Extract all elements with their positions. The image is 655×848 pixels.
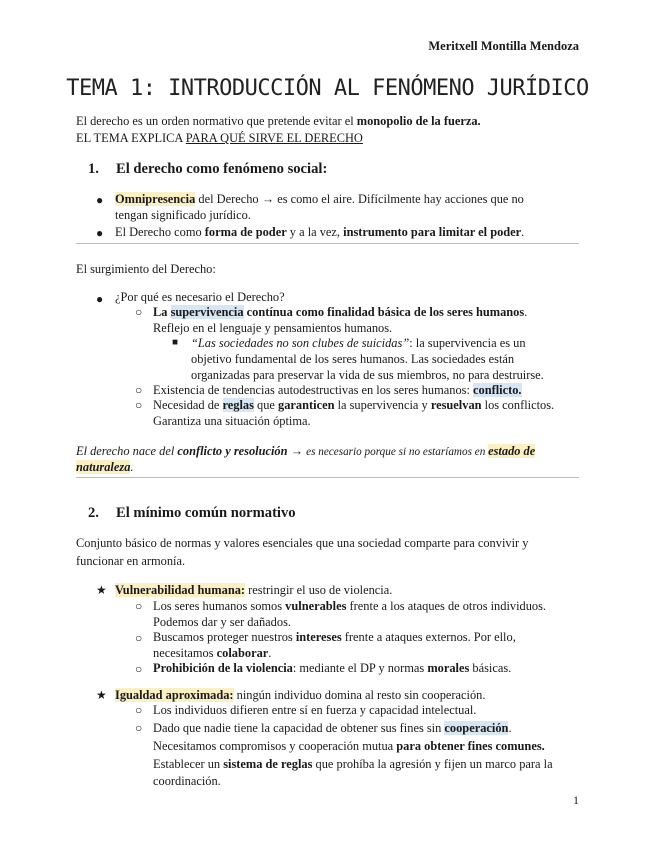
section-2-intro-cont: funcionar en armonía. xyxy=(76,554,186,568)
sub-cooperacion xyxy=(153,721,579,737)
highlight: Igualdad aproximada: xyxy=(115,688,234,702)
bold: resuelvan xyxy=(430,398,482,412)
bullet-circle: ○ xyxy=(135,703,143,717)
bold: para obtener fines comunes. xyxy=(396,739,545,753)
sub-conflicto xyxy=(153,383,579,399)
bold: vulnerables xyxy=(285,599,347,613)
sub-supervivencia xyxy=(153,305,579,321)
bullet-circle: ○ xyxy=(135,398,143,412)
text: y a la vez, xyxy=(286,225,344,239)
text: frente a ataques externos. Por ello, xyxy=(341,630,516,644)
text: frente a los ataques de otros individuos. xyxy=(346,599,547,613)
quote-line-3: organizadas para preservar la vida de sus miembros, no para destruirse. xyxy=(191,368,544,382)
bullet-dot: ● xyxy=(96,292,104,306)
bullet-dot: ● xyxy=(96,193,104,207)
sub-vulnerables-cont: Podemos dar y ser dañados. xyxy=(153,615,291,629)
section-1-heading xyxy=(76,162,579,178)
intro-line-2 xyxy=(76,131,579,147)
bullet-omnipresencia-cont xyxy=(115,208,579,224)
sub-difieren: Los individuos difieren entre sí en fuerza y capacidad intelectual. xyxy=(153,703,477,717)
section-title: El mínimo común normativo xyxy=(116,505,296,521)
text: básicas. xyxy=(469,661,512,675)
section-number: 1. xyxy=(88,161,99,177)
intro-bold: monopolio de la fuerza. xyxy=(356,114,481,128)
page-title: TEMA 1: INTRODUCCIÓN AL FENÓMENO JURÍDICO xyxy=(66,76,589,101)
bold: sistema de reglas xyxy=(223,757,313,771)
bold: morales xyxy=(427,661,470,675)
text: es necesario porque si no estaríamos en xyxy=(306,446,489,458)
text: . xyxy=(521,225,525,239)
bold: La xyxy=(153,305,171,319)
question: ¿Por qué es necesario el Derecho? xyxy=(115,290,285,304)
highlight: conflicto. xyxy=(473,383,522,397)
text: . xyxy=(508,721,512,735)
bold: conflicto y resolución xyxy=(177,444,288,458)
text: tengan significado jurídico. xyxy=(115,208,251,222)
highlight: naturaleza xyxy=(76,460,131,474)
text: . xyxy=(524,305,528,319)
surgimiento-label: El surgimiento del Derecho: xyxy=(76,262,216,276)
text: del Derecho → es como el aire. Difícilmente hay acciones que no xyxy=(195,192,524,206)
text: Establecer un xyxy=(153,757,224,771)
text: . xyxy=(268,646,272,660)
sub-cooperacion-line-2 xyxy=(153,739,579,755)
bullet-dot: ● xyxy=(96,226,104,240)
bold: forma de poder xyxy=(204,225,287,239)
intro-line-1 xyxy=(76,114,579,130)
section-2-heading xyxy=(76,506,579,522)
intro-underlined: PARA QUÉ SIRVE EL DERECHO xyxy=(185,131,363,145)
star-icon: ★ xyxy=(96,583,107,597)
sub-cooperacion-line-3 xyxy=(153,757,579,773)
bold: colaborar xyxy=(216,646,269,660)
bold: garanticen xyxy=(278,398,335,412)
intro-text: EL TEMA EXPLICA xyxy=(76,131,186,145)
highlight: Vulnerabilidad humana: xyxy=(115,583,246,597)
page-number: 1 xyxy=(573,793,579,807)
text: El derecho nace del xyxy=(76,444,178,458)
arrow: → xyxy=(287,444,307,458)
text: restringir el uso de violencia. xyxy=(245,583,393,597)
intro-text: El derecho es un orden normativo que pretende evitar el xyxy=(76,114,357,128)
conclusion-line-1 xyxy=(76,444,579,461)
bold: contínua como finalidad básica de los seres humanos xyxy=(243,305,525,319)
divider xyxy=(76,477,579,478)
text: necesitamos xyxy=(153,646,217,660)
section-title: El derecho como fenómeno social: xyxy=(116,161,328,177)
bullet-forma-poder xyxy=(115,225,579,241)
quote-line-2: objetivo fundamental de los seres humanos. Las sociedades están xyxy=(191,352,515,366)
bold: instrumento para limitar el poder xyxy=(343,225,522,239)
text: Los seres humanos somos xyxy=(153,599,286,613)
divider xyxy=(76,243,579,244)
author-name: Meritxell Montilla Mendoza xyxy=(428,39,579,53)
star-icon: ★ xyxy=(96,688,107,702)
section-2-intro: Conjunto básico de normas y valores esenciales que una sociedad comparte para convivir y xyxy=(76,536,529,550)
section-number: 2. xyxy=(88,505,99,521)
bullet-circle: ○ xyxy=(135,631,143,645)
bullet-omnipresencia xyxy=(115,192,579,208)
sub-cooperacion-line-4: coordinación. xyxy=(153,774,221,788)
sub-reglas-cont: Garantiza una situación óptima. xyxy=(153,414,311,428)
bullet-circle: ○ xyxy=(135,662,143,676)
text: El Derecho como xyxy=(115,225,205,239)
text: que xyxy=(253,398,279,412)
sub-intereses xyxy=(153,630,579,646)
bullet-circle: ○ xyxy=(135,383,143,397)
bullet-square: ■ xyxy=(172,337,179,348)
text: ningún individuo domina al resto sin cooperación. xyxy=(233,688,486,702)
highlight: estado de xyxy=(488,444,536,458)
highlight: cooperación xyxy=(444,721,509,735)
text: : la supervivencia es un xyxy=(409,336,526,350)
sub-reglas xyxy=(153,398,579,414)
highlight: Omnipresencia xyxy=(115,192,196,206)
conclusion-line-2 xyxy=(76,460,579,476)
sub-prohibicion xyxy=(153,661,579,677)
text: Buscamos proteger nuestros xyxy=(153,630,296,644)
text: los conflictos. xyxy=(481,398,555,412)
quote: “Las sociedades no son clubes de suicidas” xyxy=(191,336,410,350)
text: que prohíba la agresión y fijen un marco para la xyxy=(312,757,553,771)
text: Necesitamos compromisos y cooperación mutua xyxy=(153,739,397,753)
bold: intereses xyxy=(295,630,342,644)
bullet-circle: ○ xyxy=(135,305,143,319)
sub-intereses-cont xyxy=(153,646,579,662)
text: Existencia de tendencias autodestructivas en los seres humanos: xyxy=(153,383,473,397)
highlight: supervivencia xyxy=(170,305,244,319)
text: Dado que nadie tiene la capacidad de obtener sus fines sin xyxy=(153,721,445,735)
bullet-circle: ○ xyxy=(135,721,143,735)
highlight: reglas xyxy=(222,398,254,412)
text: : mediante el DP y normas xyxy=(292,661,428,675)
sub-supervivencia-cont: Reflejo en el lenguaje y pensamientos humanos. xyxy=(153,321,393,335)
text: Necesidad de xyxy=(153,398,223,412)
bullet-circle: ○ xyxy=(135,599,143,613)
star-vulnerabilidad xyxy=(115,583,579,599)
sub-vulnerables xyxy=(153,599,579,615)
star-igualdad xyxy=(115,688,579,704)
bold: Prohibición de la violencia xyxy=(153,661,293,675)
quote-line-1 xyxy=(191,336,579,352)
text: la supervivencia y xyxy=(334,398,431,412)
text: . xyxy=(130,460,134,474)
